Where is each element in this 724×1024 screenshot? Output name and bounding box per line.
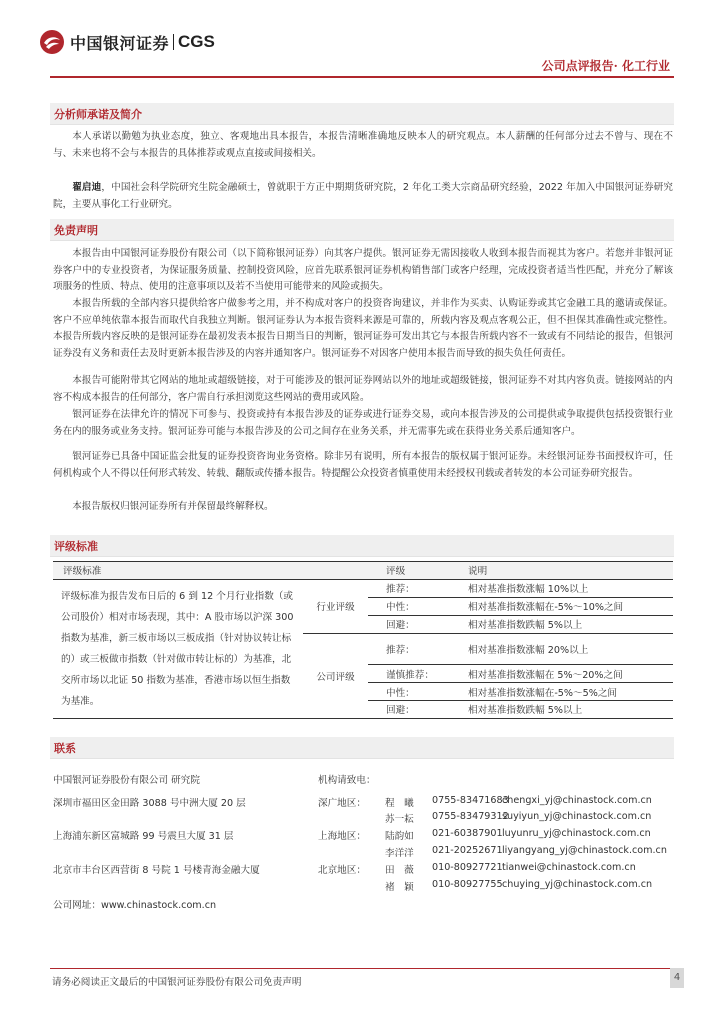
- sales-name: 褚 颖: [385, 882, 414, 893]
- office-address: 北京市丰台区西营街 8 号院 1 号楼青海金融大厦: [53, 865, 260, 876]
- sales-email[interactable]: chuying_yj@chinastock.com.cn: [502, 879, 653, 890]
- section-title: 评级标准: [54, 540, 98, 553]
- disclaimer-paragraph-5: 银河证券已具备中国证监会批复的证券投资咨询业务资格。除非另有说明，所有本报告的版权属于银河证券。未经银河证券书面授权许可，任何机构或个人不得以任何形式转发、转载、翻版或传播本报告。特提醒公众投资者慎重使用未经授权刊载或者转发的本公司证券研究报告。: [53, 451, 673, 479]
- rating-label: 推荐：: [368, 579, 448, 597]
- rating-note: 相对基准指数涨幅在-5%～5%之间: [448, 683, 673, 701]
- section-title: 分析师承诺及简介: [54, 108, 142, 121]
- rating-note: 相对基准指数涨幅在-5%～10%之间: [448, 597, 673, 615]
- sales-name: 程 曦: [385, 798, 414, 809]
- sales-email[interactable]: suyiyun_yj@chinastock.com.cn: [502, 811, 652, 822]
- table-row: [53, 579, 673, 597]
- sales-name: 李洋洋: [385, 848, 414, 859]
- rating-label: 推荐：: [368, 633, 448, 665]
- section-title: 免责声明: [54, 224, 98, 237]
- sales-heading: 机构请致电：: [318, 775, 376, 786]
- header-rating-standard: 评级标准: [53, 562, 303, 580]
- analyst-name: 翟启迪: [72, 182, 102, 193]
- analyst-bio: [53, 180, 673, 213]
- header-description: 说明: [448, 562, 673, 580]
- rating-note: 相对基准指数跌幅 5%以上: [448, 701, 673, 719]
- disclaimer-paragraph-1: 本报告由中国银河证券股份有限公司（以下简称银河证券）向其客户提供。银河证券无需因接收人收到本报告而视其为客户。若您并非银河证券客户中的专业投资者，为保证服务质量、控制投资风险，应首先联系银河证券机构销售部门或客户经理，完成投资者适当性匹配，并充分了解该项服务的性质、特点、使用的注意事项以及若不当使用可能带来的风险或损失。: [53, 248, 673, 293]
- sales-phone: 021-20252671: [432, 845, 503, 856]
- sales-phone: 021-60387901: [432, 828, 503, 839]
- rating-label: 回避：: [368, 615, 448, 633]
- sales-region: 上海地区：: [318, 831, 366, 842]
- rating-label: 回避：: [368, 701, 448, 719]
- analyst-section-header: [50, 103, 674, 125]
- office-address: 深圳市福田区金田路 3088 号中洲大厦 20 层: [53, 798, 246, 809]
- disclaimer-paragraph-2: 本报告所载的全部内容只提供给客户做参考之用，并不构成对客户的投资咨询建议，并非作为买卖、认购证券或其它金融工具的邀请或保证。客户不应单纯依靠本报告而取代自我独立判断。银河证券认为本报告资料来源是可靠的，所载内容及观点客观公正，但不担保其准确性或完整性。本报告所载内容反映的是银河证券在最初发表本报告日期当日的判断，银河证券可发出其它与本报告所载内容不一致或有不同结论的报告，但银河证券没有义务和责任去及时更新本报告涉及的内容并通知客户。银河证券不对因客户使用本报告而导致的损失负任何责任。: [53, 298, 673, 360]
- sales-name: 陆韵如: [385, 831, 414, 842]
- header-rating: 评级: [368, 562, 448, 580]
- page-number: 4: [670, 968, 684, 988]
- header-divider: [50, 76, 674, 78]
- sales-phone: 010-80927755: [432, 879, 503, 890]
- company-name: 中国银河证券股份有限公司 研究院: [53, 775, 200, 786]
- rating-note: 相对基准指数跌幅 5%以上: [448, 615, 673, 633]
- sales-name: 田 薇: [385, 865, 414, 876]
- disclaimer-section-header: [50, 219, 674, 241]
- sales-phone: 010-80927721: [432, 862, 503, 873]
- contact-section-header: [50, 737, 674, 759]
- sales-phone: 0755-83479312: [432, 811, 509, 822]
- rating-note: 相对基准指数涨幅 10%以上: [448, 579, 673, 597]
- rating-table-header: [53, 562, 673, 580]
- office-address: 上海浦东新区富城路 99 号震旦大厦 31 层: [53, 831, 234, 842]
- rating-note: 相对基准指数涨幅在 5%～20%之间: [448, 665, 673, 683]
- rating-label: 谨慎推荐：: [368, 665, 448, 683]
- logo-divider: [173, 34, 174, 50]
- sales-email[interactable]: chengxi_yj@chinastock.com.cn: [502, 795, 652, 806]
- report-type: 公司点评报告· 化工行业: [541, 59, 670, 73]
- cgs-logo-icon: [38, 28, 66, 56]
- rating-label: 中性：: [368, 683, 448, 701]
- industry-rating-group: 行业评级: [303, 579, 368, 633]
- sales-phone: 0755-83471683: [432, 795, 509, 806]
- analyst-commitment: 本人承诺以勤勉为执业态度，独立、客观地出具本报告，本报告清晰准确地反映本人的研究观点。本人薪酬的任何部分过去不曾与、现在不与、未来也将不会与本报告的具体推荐或观点直接或间接相关。: [53, 131, 673, 159]
- company-logo: [38, 28, 215, 56]
- disclaimer-paragraph-6: 本报告版权归银河证券所有并保留最终解释权。: [72, 501, 274, 512]
- footer-divider: [50, 968, 674, 969]
- disclaimer-paragraph-3: 本报告可能附带其它网站的地址或超级链接，对于可能涉及的银河证券网站以外的地址或超级链接，银河证券不对其内容负责。链接网站的内容不构成本报告的任何部分，客户需自行承担浏览这些网站的费用或风险。: [53, 375, 673, 403]
- disclaimer-paragraph-4: 银河证券在法律允许的情况下可参与、投资或持有本报告涉及的证券或进行证券交易，或向本报告涉及的公司提供或争取提供包括投资银行业务在内的服务或业务支持。银河证券可能与本报告涉及的公司之间存在业务关系，并无需事先或在获得业务关系后通知客户。: [53, 409, 673, 437]
- brand-name-cn: 中国银河证券: [70, 33, 170, 53]
- sales-name: 苏一耘: [385, 814, 414, 825]
- sales-email[interactable]: luyunru_yj@chinastock.com.cn: [502, 828, 651, 839]
- footer-disclaimer: 请务必阅读正文最后的中国银河证券股份有限公司免责声明: [52, 977, 302, 988]
- rating-description: 评级标准为报告发布日后的 6 到 12 个月行业指数（或公司股价）相对市场表现，其中：A 股市场以沪深 300 指数为基准，新三板市场以三板成指（针对协议转让标的）或三板做市指数（针对做市转让标的）为基准，北交所市场以北证 50 指数为基准，香港市场以恒生指数为基准。: [53, 579, 303, 718]
- rating-note: 相对基准指数涨幅 20%以上: [448, 633, 673, 665]
- rating-label: 中性：: [368, 597, 448, 615]
- section-title: 联系: [54, 742, 76, 755]
- brand-name-en: CGS: [178, 32, 215, 51]
- sales-email[interactable]: tianwei@chinastock.com.cn: [502, 862, 636, 873]
- rating-table: [53, 561, 673, 719]
- analyst-bio-text: ，中国社会科学院研究生院金融硕士，曾就职于方正中期期货研究院，2 年化工类大宗商品研究经验，2022 年加入中国银河证券研究院，主要从事化工行业研究。: [53, 182, 674, 210]
- sales-region: 北京地区：: [318, 865, 366, 876]
- company-rating-group: 公司评级: [303, 633, 368, 718]
- company-website[interactable]: 公司网址：www.chinastock.com.cn: [53, 900, 217, 911]
- sales-email[interactable]: liyangyang_yj@chinastock.com.cn: [502, 845, 667, 856]
- sales-region: 深广地区：: [318, 798, 366, 809]
- rating-section-header: [50, 535, 674, 557]
